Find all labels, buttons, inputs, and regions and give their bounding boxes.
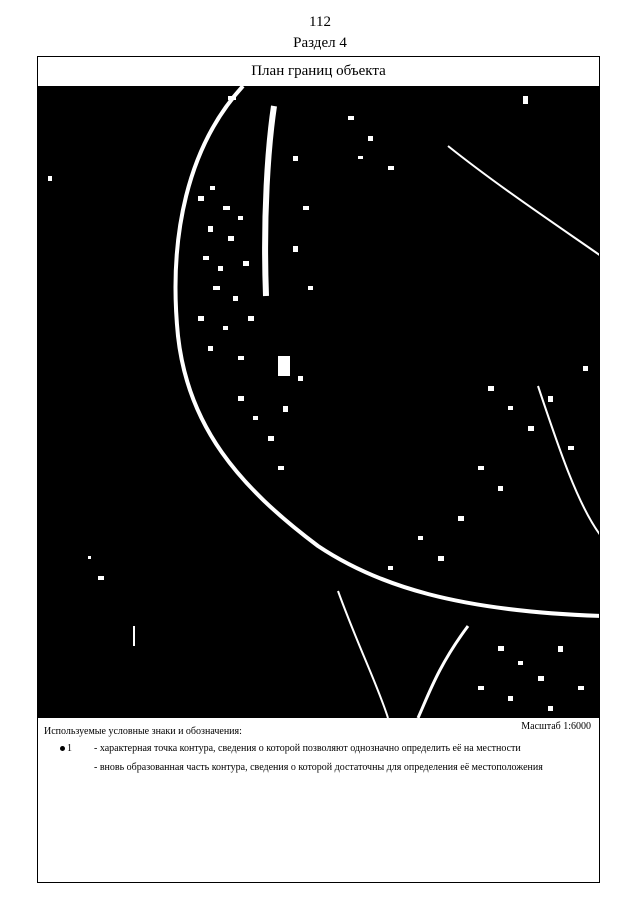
aerial-map-image: [38, 86, 599, 718]
page-number: 112: [309, 14, 331, 30]
legend-item-text: - вновь образованная часть контура, сведения о которой достаточны для определения её местоположения: [94, 762, 543, 773]
legend-symbol-label: 1: [67, 743, 72, 754]
legend-item-text: - характерная точка контура, сведения о которой позволяют однозначно определить её на местности: [94, 743, 521, 754]
section-title: Раздел 4: [293, 35, 347, 51]
map-scale: Масштаб 1:6000: [521, 721, 591, 732]
legend-title: Используемые условные знаки и обозначения:: [44, 726, 242, 737]
aerial-map-icon: [38, 86, 599, 718]
plan-frame: [37, 56, 600, 883]
characteristic-point-dot-icon: [60, 746, 65, 751]
plan-title: План границ объекта: [38, 57, 599, 87]
